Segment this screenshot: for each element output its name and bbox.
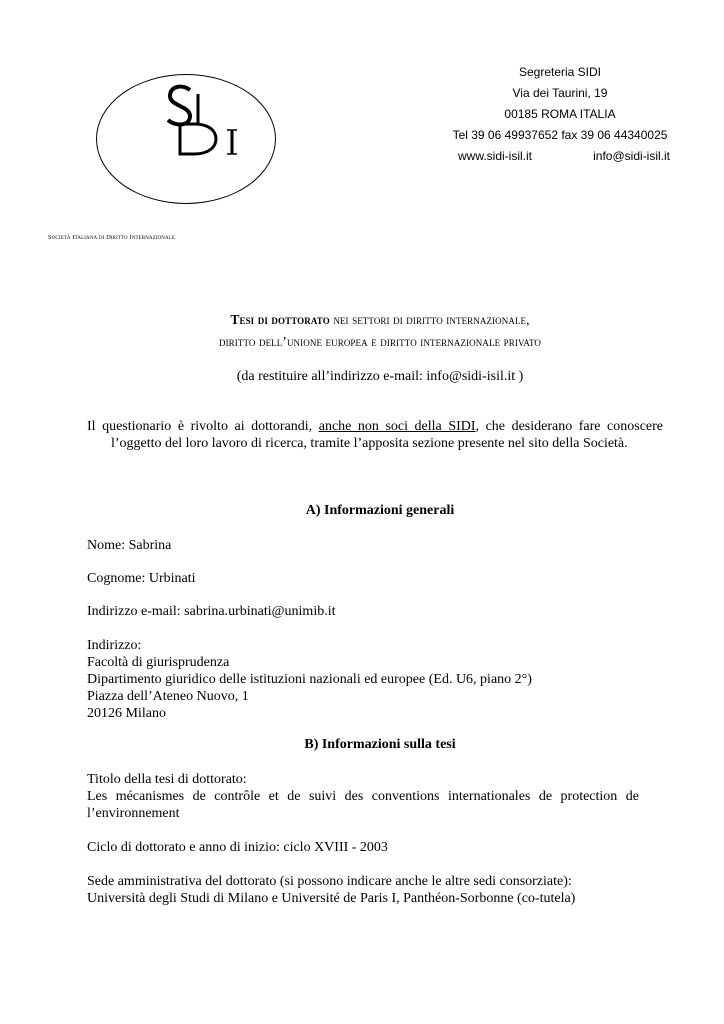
intro-paragraph xyxy=(87,418,663,452)
address-line: Piazza dell’Ateneo Nuovo, 1 xyxy=(87,689,249,704)
title-bold: Tesi di dottorato xyxy=(230,312,330,327)
intro-after: , che desiderano fare conoscere l’oggetto del loro lavoro di ricerca, tramite l’apposita sezione presente nel sito della Società. xyxy=(111,419,664,451)
thesis-title-value: Les mécanismes de contrôle et de suivi des conventions internationales de protection de l’environnement xyxy=(87,789,639,821)
section-b-heading: B) Informazioni sulla tesi xyxy=(304,737,456,752)
contact-web-row xyxy=(440,146,680,167)
address-line: Facoltà di giurisprudenza xyxy=(87,655,230,670)
title-rest: nei settori di diritto internazionale, xyxy=(329,312,530,327)
intro-underlined: anche non soci della SIDI xyxy=(318,419,476,434)
contact-phones: Tel 39 06 49937652 fax 39 06 44340025 xyxy=(452,128,668,142)
contact-city: 00185 ROMA ITALIA xyxy=(504,107,616,121)
field-address-label: Indirizzo: xyxy=(87,638,142,653)
document-title-line2: diritto dell’unione europea e diritto internazionale privato xyxy=(218,334,542,349)
contact-email[interactable]: info@sidi-isil.it xyxy=(593,149,670,163)
society-name: Società Italiana di Diritto Internazionale xyxy=(48,234,175,241)
field-nome: Nome: Sabrina xyxy=(87,538,172,553)
address-line: 20126 Milano xyxy=(87,706,166,721)
contact-block xyxy=(440,62,680,167)
intro-before: Il questionario è rivolto ai dottorandi, xyxy=(87,419,319,434)
contact-street: Via dei Taurini, 19 xyxy=(512,86,608,100)
field-cognome: Cognome: Urbinati xyxy=(87,571,196,586)
field-email: Indirizzo e-mail: sabrina.urbinati@unimib.it xyxy=(87,604,336,619)
sidi-logo xyxy=(150,80,250,160)
field-cycle: Ciclo di dottorato e anno di inizio: ciclo XVIII - 2003 xyxy=(87,840,388,855)
section-a-heading: A) Informazioni generali xyxy=(305,503,455,518)
return-note: (da restituire all’indirizzo e-mail: info@sidi-isil.it ) xyxy=(236,369,524,384)
address-line: Dipartimento giuridico delle istituzioni nazionali ed europee (Ed. U6, piano 2°) xyxy=(87,672,532,687)
seat-value: Università degli Studi di Milano e Université de Paris I, Panthéon-Sorbonne (co-tutela) xyxy=(87,891,576,906)
seat-label: Sede amministrativa del dottorato (si possono indicare anche le altre sedi consorziate): xyxy=(87,874,572,889)
contact-website[interactable]: www.sidi-isil.it xyxy=(458,149,533,163)
thesis-title-label: Titolo della tesi di dottorato: xyxy=(87,772,247,787)
contact-office: Segreteria SIDI xyxy=(518,65,602,79)
document-title-line1 xyxy=(60,312,700,328)
